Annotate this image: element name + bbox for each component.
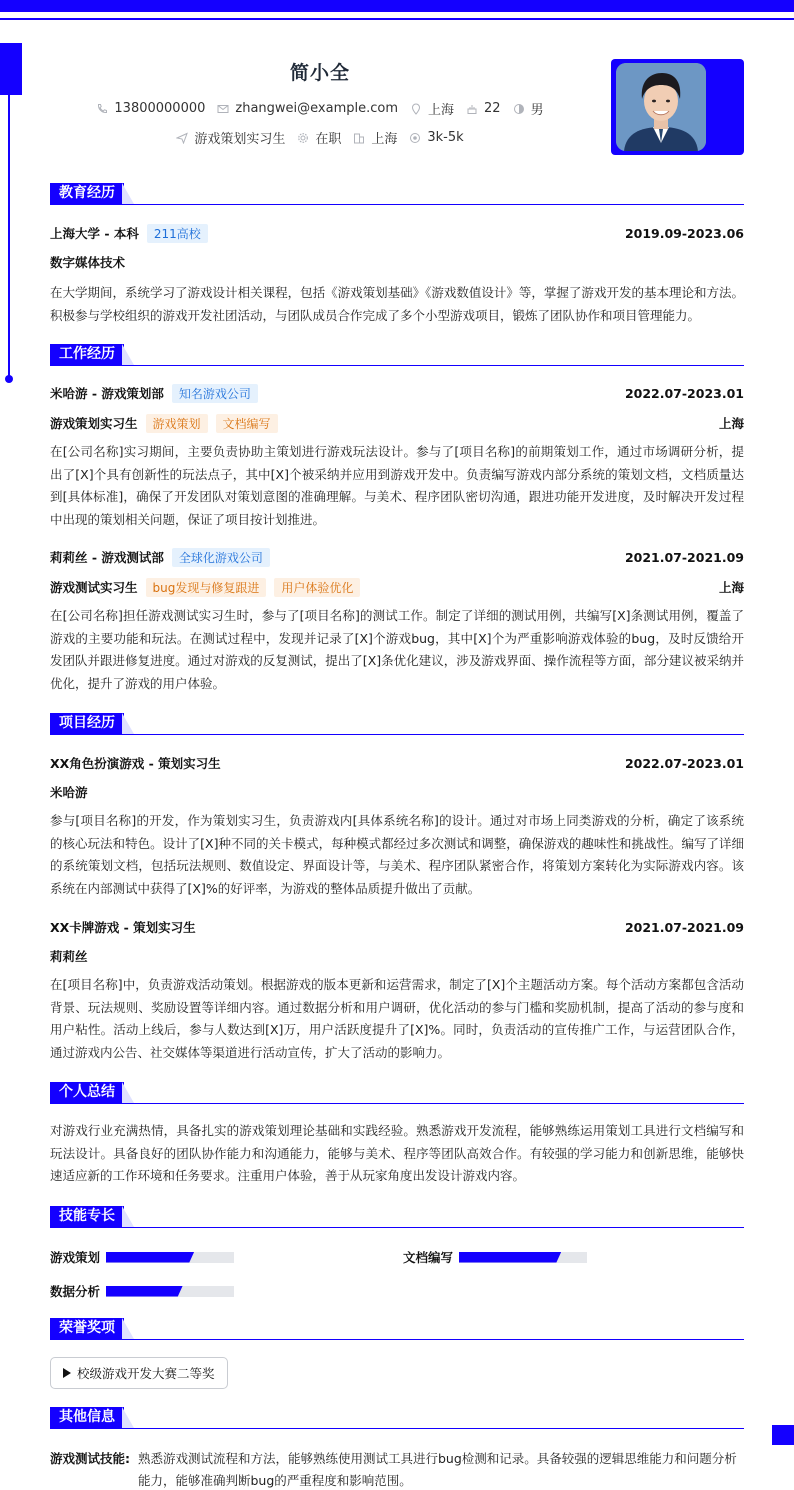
project-company: 米哈游 — [50, 785, 88, 800]
project-company: 莉莉丝 — [50, 949, 88, 964]
position-item — [176, 128, 285, 147]
skill-item — [403, 1248, 587, 1266]
section-other — [50, 1407, 744, 1429]
email-item — [217, 101, 398, 116]
photo-frame — [611, 59, 744, 155]
work-period: 2021.07-2021.09 — [624, 549, 744, 565]
phone-value: 13800000000 — [114, 101, 206, 116]
portrait-illustration — [616, 63, 706, 151]
left-accent-rail — [8, 94, 10, 377]
city-value: 上海 — [428, 103, 455, 118]
skill-name: 数据分析 — [50, 1284, 101, 1299]
section-title-skills: 技能专长 — [50, 1206, 124, 1227]
work-location: 上海 — [718, 416, 744, 431]
skill-bar-track — [106, 1252, 234, 1263]
section-projects — [50, 713, 744, 735]
skill-item — [50, 1282, 234, 1300]
work-company: 莉莉丝 - 游戏测试部 — [50, 550, 164, 565]
major-row — [50, 252, 744, 272]
contact-row — [50, 99, 590, 118]
award-item[interactable] — [50, 1357, 228, 1389]
section-title-summary: 个人总结 — [50, 1082, 124, 1103]
work-company-tag: 全球化游戏公司 — [172, 548, 270, 567]
work-role: 游戏策划实习生 — [50, 416, 138, 431]
top-accent-bar — [0, 0, 794, 12]
education-period: 2019.09-2023.06 — [624, 225, 744, 241]
work-company: 米哈游 - 游戏策划部 — [50, 386, 164, 401]
work-description: 在[公司名称]担任游戏测试实习生时，参与了[项目名称]的测试工作。制定了详细的测试用例，共编写[X]条测试用例，覆盖了游戏的主要功能和玩法。在测试过程中，发现并记录了[X]个游戏bug，其中[X]个为严重影响游戏体验的bug，及时反馈给开发团队并跟进修复进度。通过对游戏的反复测试，提出了[X]条优化建议，涉及游戏界面、操作流程等方面，部分建议被采纳并优化，提升了游戏的用户体验。 — [50, 608, 744, 691]
section-title-other: 其他信息 — [50, 1407, 124, 1428]
status-value: 在职 — [315, 132, 342, 147]
target-city-value: 上海 — [371, 132, 398, 147]
resume-header — [50, 58, 590, 147]
status-item — [297, 128, 341, 147]
skill-item — [50, 1248, 234, 1266]
project-period: 2022.07-2023.01 — [624, 755, 744, 771]
email-value: zhangwei@example.com — [235, 101, 399, 116]
right-accent-block — [772, 1425, 794, 1445]
summary-text: 对游戏行业充满热情，具备扎实的游戏策划理论基础和实践经验。熟悉游戏开发流程，能够熟练运用策划工具进行文档编写和玩法设计。具备良好的团队协作能力和沟通能力，能够与美术、程序等团队高效合作。有较强的学习能力和创新思维，能够快速适应新的工作环境和任务要求。注重用户体验，善于从玩家角度出发设计游戏内容。 — [50, 1123, 744, 1183]
work-company-tag: 知名游戏公司 — [172, 384, 258, 403]
section-title-tail — [122, 1206, 134, 1227]
work-skill-tag: 游戏策划 — [146, 414, 208, 433]
gender-value: 男 — [530, 103, 544, 118]
section-awards — [50, 1318, 744, 1340]
work-skill-tag: bug发现与修复跟进 — [146, 578, 267, 597]
section-work — [50, 344, 744, 366]
award-label: 校级游戏开发大赛二等奖 — [77, 1366, 215, 1381]
skill-name: 文档编写 — [403, 1250, 454, 1265]
section-title-tail — [122, 344, 134, 365]
major-name: 数字媒体技术 — [50, 255, 126, 270]
project-period: 2021.07-2021.09 — [624, 919, 744, 935]
project-title: XX卡牌游戏 - 策划实习生 — [50, 920, 196, 935]
section-skills — [50, 1206, 744, 1228]
work-role-row — [50, 577, 744, 597]
project-company-row — [50, 946, 744, 966]
work-skill-tag: 文档编写 — [216, 414, 278, 433]
project-description: 参与[项目名称]的开发，作为策划实习生，负责游戏内[具体系统名称]的设计。通过对市场上同类游戏的分析，确定了该系统的核心玩法和特色。设计了[X]种不同的关卡模式，每种模式都经过多次测试和调整，确保游戏的趣味性和挑战性。编写了详细的系统策划文档，包括玩法规则、数值设定、界面设计等，与美术、程序团队紧密合作，将策划方案转化为实际游戏内容。该系统在内部测试中获得了[X]%的好评率，为游戏的整体品质提升做出了贡献。 — [50, 813, 744, 896]
skill-bar-fill — [106, 1286, 183, 1297]
mail-icon — [217, 103, 229, 115]
status-gear-icon — [297, 132, 309, 144]
education-description: 在大学期间，系统学习了游戏设计相关课程，包括《游戏策划基础》《游戏数值设计》等，掌握了游戏开发的基本理论和方法。积极参与学校组织的游戏开发社团活动，与团队成员合作完成了多个小型游戏项目，锻炼了团队协作和项目管理能力。 — [50, 285, 744, 323]
gender-item — [513, 99, 544, 118]
project-description: 在[项目名称]中，负责游戏活动策划。根据游戏的版本更新和运营需求，制定了[X]个主题活动方案。每个活动方案都包含活动背景、玩法规则、奖励设置等详细内容。通过数据分析和用户调研，优化活动的参与门槛和奖励机制，提高了活动的参与度和用户粘性。活动上线后，参与人数达到[X]万，用户活跃度提升了[X]%。同时，负责活动的宣传推广工作，与运营团队合作，通过游戏内公告、社交媒体等渠道进行活动宣传，扩大了活动的影响力。 — [50, 977, 744, 1060]
section-title-tail — [122, 183, 134, 204]
skill-name: 游戏策划 — [50, 1250, 101, 1265]
phone-icon — [96, 103, 108, 115]
school-name: 上海大学 - 本科 — [50, 226, 139, 241]
skill-bar-track — [459, 1252, 587, 1263]
other-info-row — [50, 1448, 744, 1490]
skill-bar-fill — [106, 1252, 194, 1263]
city-item — [410, 99, 454, 118]
section-title-tail — [122, 1082, 134, 1103]
salary-value: 3k-5k — [427, 130, 464, 145]
work-company-row — [50, 383, 744, 403]
project-title: XX角色扮演游戏 - 策划实习生 — [50, 756, 221, 771]
left-accent-block — [0, 43, 22, 95]
cake-icon — [466, 103, 478, 115]
work-company-row — [50, 547, 744, 567]
age-item — [466, 101, 501, 116]
location-icon — [410, 103, 422, 115]
section-title-tail — [122, 1318, 134, 1339]
position-value: 游戏策划实习生 — [194, 132, 286, 147]
work-skill-tag: 用户体验优化 — [274, 578, 360, 597]
work-description: 在[公司名称]实习期间，主要负责协助主策划进行游戏玩法设计。参与了[项目名称]的前期策划工作，通过市场调研分析，提出了[X]个具有创新性的玩法点子，其中[X]个被采纳并应用到游戏开发中。负责编写游戏内部分系统的策划文档，文档质量达到[具体标准]，确保了开发团队对策划意图的准确理解。与美术、程序团队密切沟通，跟进功能开发进度，及时解决开发过程中出现的策划相关问题，保证了项目按计划推进。 — [50, 444, 744, 527]
work-role-row — [50, 413, 744, 433]
work-location: 上海 — [718, 580, 744, 595]
salary-icon — [409, 132, 421, 144]
project-title-row — [50, 917, 744, 937]
other-info-text: 熟悉游戏测试流程和方法，能够熟练使用测试工具进行bug检测和记录。具备较强的逻辑思维能力和问题分析能力，能够准确判断bug的严重程度和影响范围。 — [138, 1451, 737, 1488]
send-icon — [176, 132, 188, 144]
section-title-awards: 荣誉奖项 — [50, 1318, 124, 1339]
project-company-row — [50, 782, 744, 802]
work-role: 游戏测试实习生 — [50, 580, 138, 595]
section-title-work: 工作经历 — [50, 344, 124, 365]
education-row — [50, 223, 744, 243]
section-education — [50, 183, 744, 205]
profile-photo — [616, 63, 706, 151]
target-city-item — [353, 128, 397, 147]
left-accent-dot — [5, 375, 13, 383]
top-accent-line — [0, 18, 794, 20]
section-title-tail — [122, 713, 134, 734]
age-value: 22 — [484, 101, 501, 116]
section-title-tail — [122, 1407, 134, 1428]
play-triangle-icon — [63, 1368, 71, 1378]
section-summary — [50, 1082, 744, 1104]
project-title-row — [50, 753, 744, 773]
salary-item — [409, 130, 463, 145]
gender-icon — [513, 103, 525, 115]
section-title-projects: 项目经历 — [50, 713, 124, 734]
work-period: 2022.07-2023.01 — [624, 385, 744, 401]
building-icon — [353, 132, 365, 144]
phone-item — [96, 101, 205, 116]
skill-bar-track — [106, 1286, 234, 1297]
school-tag: 211高校 — [147, 224, 208, 243]
candidate-name: 简小全 — [289, 62, 350, 84]
other-info-label: 游戏测试技能: — [50, 1451, 130, 1466]
job-intent-row — [50, 128, 590, 147]
skill-bar-fill — [459, 1252, 561, 1263]
section-title-education: 教育经历 — [50, 183, 124, 204]
